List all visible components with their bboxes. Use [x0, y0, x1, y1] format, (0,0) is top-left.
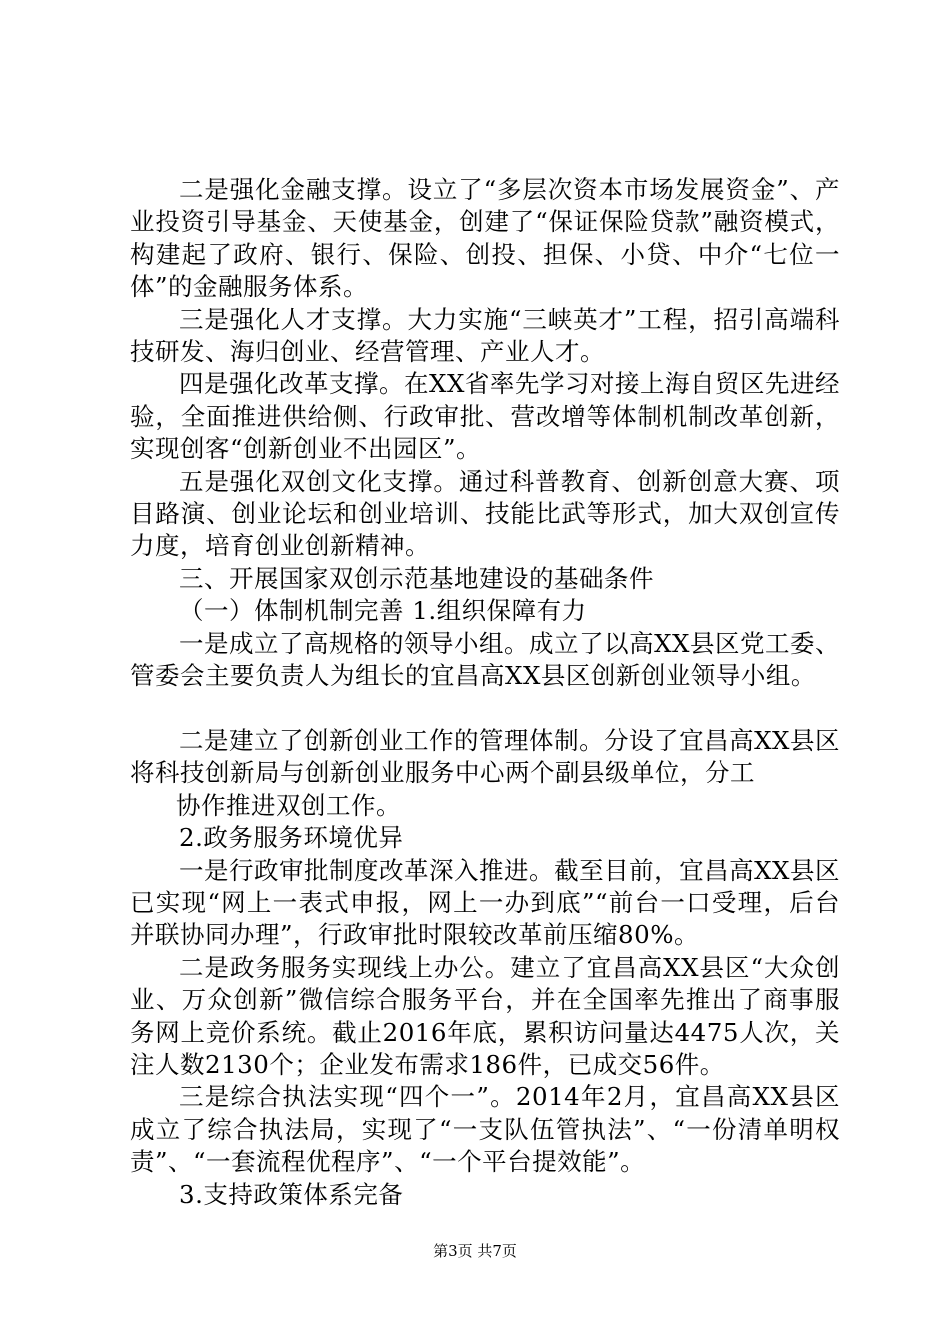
document-body — [130, 174, 840, 1211]
subsection-heading-policy-system: 3.支持政策体系完备 — [179, 1179, 404, 1209]
paragraph-leading-group: 一是成立了高规格的领导小组。成立了以高XX县区党工委、管委会主要负责人为组长的宜昌高XX县区创新创业领导小组。 — [130, 628, 840, 691]
subsection-heading-service-environment: 2.政务服务环境优异 — [179, 823, 404, 853]
paragraph-management-system: 二是建立了创新创业工作的管理体制。分设了宜昌高XX县区将科技创新局与创新创业服务中心两个副县级单位，分工 — [130, 725, 840, 788]
subsection-heading-institution: （一）体制机制完善 1.组织保障有力 — [179, 596, 587, 626]
paragraph-financial-support: 二是强化金融支撑。设立了“多层次资本市场发展资金”、产业投资引导基金、天使基金，创建了“保证保险贷款”融资模式，构建起了政府、银行、保险、创投、担保、小贷、中介“七位一体”的金融服务体系。 — [130, 175, 840, 302]
paragraph-collaboration: 协作推进双创工作。 — [176, 790, 401, 820]
blank-line — [130, 693, 840, 725]
paragraph-online-service: 二是政务服务实现线上办公。建立了宜昌高XX县区“大众创业、万众创新”微信综合服务平台，并在全国率先推出了商事服务网上竞价系统。截止2016年底，累积访问量达4475人次，关注人数2130个；企业发布需求186件，已成交56件。 — [130, 952, 840, 1079]
page-footer — [0, 1241, 950, 1261]
paragraph-approval-reform: 一是行政审批制度改革深入推进。截至目前，宜昌高XX县区已实现“网上一表式申报，网上一办到底”“前台一口受理，后台并联协同办理”，行政审批时限较改革前压缩80%。 — [130, 855, 840, 950]
footer-page-label: 第3页 共7页 — [433, 1242, 517, 1260]
section-heading-basic-conditions: 三、开展国家双创示范基地建设的基础条件 — [179, 563, 654, 593]
paragraph-law-enforcement: 三是综合执法实现“四个一”。2014年2月，宜昌高XX县区成立了综合执法局，实现了“一支队伍管执法”、“一份清单明权责”、“一套流程优程序”、“一个平台提效能”。 — [130, 1082, 840, 1177]
paragraph-talent-support: 三是强化人才支撑。大力实施“三峡英才”工程，招引高端科技研发、海归创业、经营管理、产业人才。 — [130, 304, 840, 367]
paragraph-reform-support: 四是强化改革支撑。在XX省率先学习对接上海自贸区先进经验，全面推进供给侧、行政审批、营改增等体制机制改革创新，实现创客“创新创业不出园区”。 — [130, 369, 840, 464]
paragraph-culture-support: 五是强化双创文化支撑。通过科普教育、创新创意大赛、项目路演、创业论坛和创业培训、技能比武等形式，加大双创宣传力度，培育创业创新精神。 — [130, 466, 840, 561]
